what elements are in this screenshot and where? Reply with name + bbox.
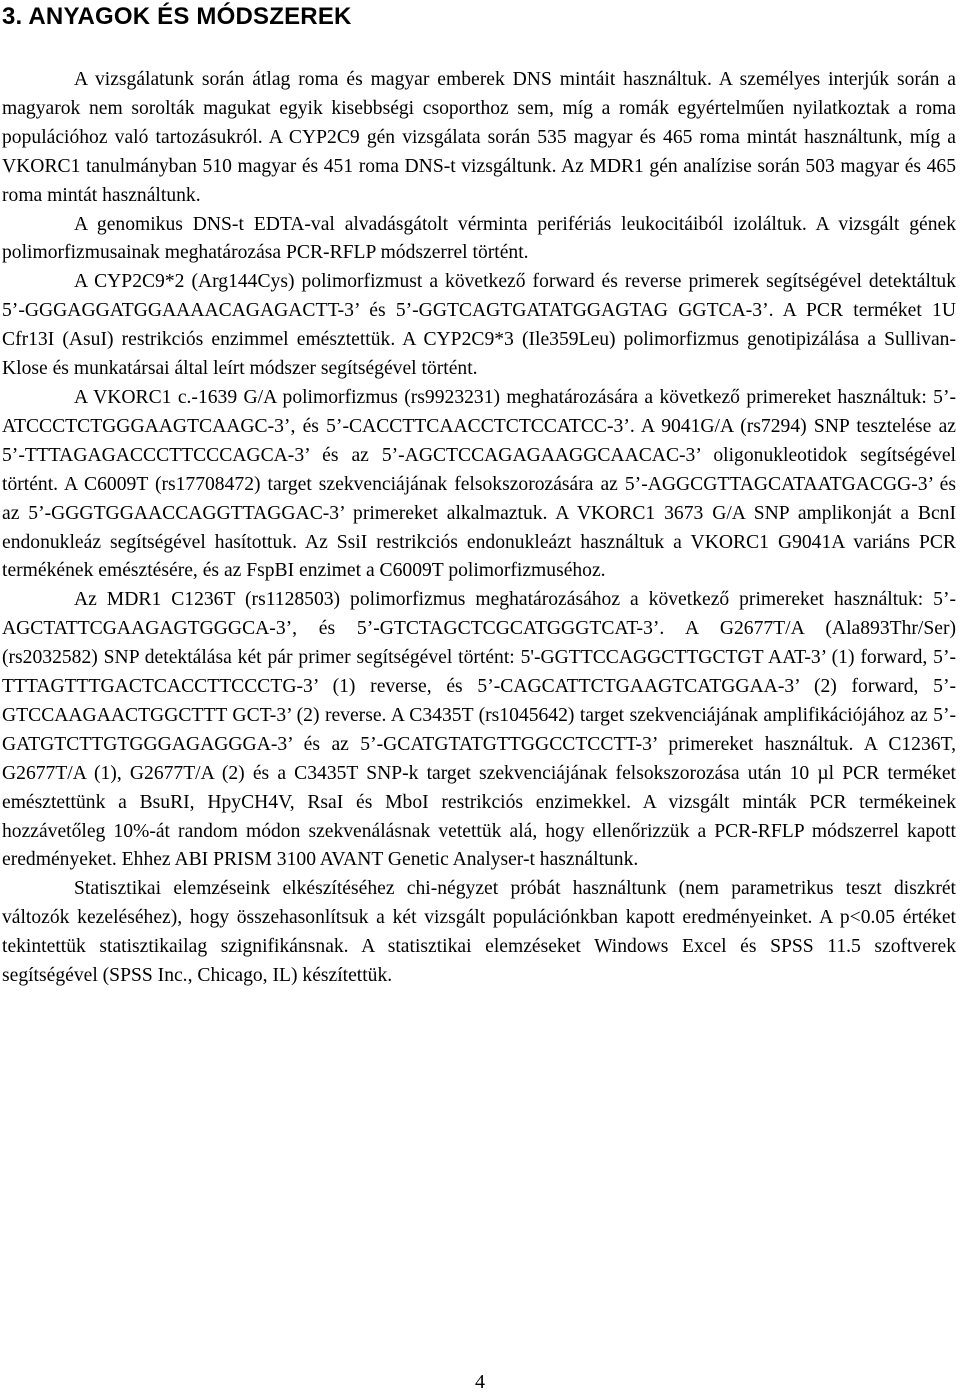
paragraph-cyp2c9: A CYP2C9*2 (Arg144Cys) polimorfizmust a következő forward és reverse primerek segítségével detektáltuk 5’-GGGAGGATGGAAAACAGAGACTT-3’ és 5’-GGTCAGTGATATGGAGTAG GGTCA-3’. A PCR terméket 1U Cfr13I (AsuI) restrikciós enzimmel emésztettük. A CYP2C9*3 (Ile359Leu) polimorfizmus genotipizálása a Sullivan-Klose és munkatársai által leírt módszer segítségével történt. bbox=[2, 271, 956, 380]
page-number: 4 bbox=[475, 1371, 485, 1393]
paragraph-mdr1: Az MDR1 C1236T (rs1128503) polimorfizmus meghatározásához a következő primereket használtuk: 5’-AGCTATTCGAAGAGTGGGCA-3’, és 5’-GTCTAGCTCGCATGGGTCAT-3’. A G2677T/A (Ala893Thr/Ser) (rs2032582) SNP detektálása két pár primer segítségével történt: 5'-GGTTCCAGGCTTGCTGT AAT-3’ (1) forward, 5’- TTTAGTTTGACTCACCTTCCCTG-3’ (1) reverse, és 5’-CAGCATTCTGAAGTCATGGAA-3’ (2) forward, 5’-GTCCAAGAACTGGCTTT GCT-3’ (2) reverse. A C3435T (rs1045642) target szekvenciájának amplifikációjához az 5’-GATGTCTTGTGGGAGAGGGA-3’ és az 5’-GCATGTATGTTGGCCTCCTT-3’ primereket használtuk. A C1236T, G2677T/A (1), G2677T/A (2) és a C3435T SNP-k target szekvenciájának felsokszorozása után 10 µl PCR terméket emésztettünk a BsuRI, HpyCH4V, RsaI és MboI restrikciós enzimekkel. A vizsgált minták PCR termékeinek hozzávetőleg 10%-át random módon szekvenálásnak vetettük alá, hogy ellenőrizzük a PCR-RFLP módszerrel kapott eredményeket. Ehhez ABI PRISM 3100 AVANT Genetic Analyser-t használtunk. bbox=[2, 589, 956, 871]
section-title: 3. ANYAGOK ÉS MÓDSZEREK bbox=[2, 3, 352, 30]
paragraph-dna-isolation: A genomikus DNS-t EDTA-val alvadásgátolt vérminta perifériás leukocitáiból izoláltuk. A vizsgált gének polimorfizmusainak meghatározása PCR-RFLP módszerrel történt. bbox=[2, 213, 956, 264]
paragraph-samples: A vizsgálatunk során átlag roma és magyar emberek DNS mintáit használtuk. A személyes interjúk során a magyarok nem sorolták magukat egyik kisebbségi csoporthoz sem, míg a romák egyértelműen nyilatkoztak a roma populációhoz való tartozásukról. A CYP2C9 gén vizsgálata során 535 magyar és 465 roma mintát használtunk, míg a VKORC1 tanulmányban 510 magyar és 451 roma DNS-t vizsgáltunk. Az MDR1 gén analízise során 503 magyar és 465 roma mintát használtunk. bbox=[2, 69, 956, 206]
paragraph-statistics: Statisztikai elemzéseink elkészítéséhez chi-négyzet próbát használtunk (nem parametrikus teszt diszkrét változók kezeléséhez), hogy összehasonlítsuk a két vizsgált populációnkban kapott eredményeinket. A p<0.05 értéket tekintettük statisztikailag szignifikánsnak. A statisztikai elemzéseket Windows Excel és SPSS 11.5 szoftverek segítségével (SPSS Inc., Chicago, IL) készítettük. bbox=[2, 878, 956, 987]
section-body bbox=[2, 66, 956, 991]
paragraph-vkorc1: A VKORC1 c.-1639 G/A polimorfizmus (rs9923231) meghatározására a következő primereket használtuk: 5’-ATCCCTCTGGGAAGTCAAGC-3’, és 5’-CACCTTCAACCTCTCCATCC-3’. A 9041G/A (rs7294) SNP tesztelése az 5’-TTTAGAGACCCTTCCCAGCA-3’ és az 5’-AGCTCCAGAGAAGGCAACAC-3’ oligonukleotidok segítségével történt. A C6009T (rs17708472) target szekvenciájának felsokszorozására az 5’-AGGCGTTAGCATAATGACGG-3’ és az 5’-GGGTGGAACCAGGTTAGGAC-3’ primereket alkalmaztuk. A VKORC1 3673 G/A SNP amplikonját a BcnI endonukleáz segítségével hasítottuk. Az SsiI restrikciós endonukleázt használtuk a VKORC1 G9041A variáns PCR termékének emésztésére, és az FspBI enzimet a C6009T polimorfizmuséhoz. bbox=[2, 386, 956, 582]
